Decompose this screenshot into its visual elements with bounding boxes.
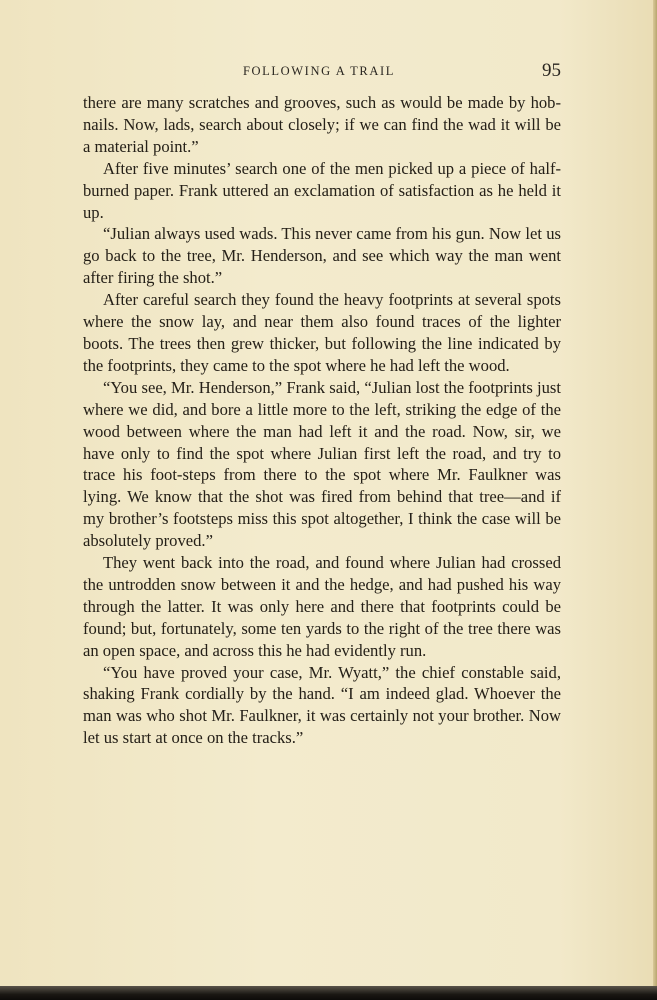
page-edge — [653, 0, 657, 1000]
paragraph: After careful search they found the heavy footprints at several spots where the snow lay, and near them also found traces of the lighter boots. The trees then grew thicker, but following the line indicated by the footprints, they came to the spot where he had left the wood. — [83, 290, 561, 375]
paragraph: After five minutes’ search one of the men picked up a piece of half-burned paper. Frank uttered an exclamation of satisfaction as he held it up. — [83, 158, 561, 222]
running-head: FOLLOWING A TRAIL — [243, 64, 395, 78]
paragraph: “You have proved your case, Mr. Wyatt,” the chief constable said, shaking Frank cordially by the hand. “I am indeed glad. Whoever the man was who shot Mr. Faulkner, it was certainly not your brother. Now let us start at once on the tracks.” — [83, 662, 561, 748]
paragraph: “Julian always used wads. This never came from his gun. Now let us go back to the tree, Mr. Henderson, and see which way the man went after firing the shot.” — [83, 224, 561, 288]
paragraph: there are many scratches and grooves, such as would be made by hob-nails. Now, lads, search about closely; if we can find the wad it will be a material point.” — [83, 93, 561, 156]
page-number: 95 — [542, 60, 561, 81]
paragraph: They went back into the road, and found where Julian had crossed the untrodden snow between it and the hedge, and had pushed his way through the latter. It was only here and there that footprints could be found; but, fortunately, some ten yards to the right of the tree there was an open space, and across this he had evidently run. — [83, 553, 561, 660]
body-text — [83, 92, 561, 749]
paragraph: “You see, Mr. Henderson,” Frank said, “Julian lost the footprints just where we did, and bore a little more to the left, striking the edge of the wood between where the man had left it and the road. Now, sir, we have only to find the spot where Julian first left the road, and try to trace his foot-steps from there to the spot where Mr. Faulkner was lying. We know that the shot was fired from behind that tree—and if my brother’s footsteps miss this spot altogether, I think the case will be absolutely proved.” — [83, 377, 561, 551]
bottom-edge-shadow — [0, 986, 657, 1000]
